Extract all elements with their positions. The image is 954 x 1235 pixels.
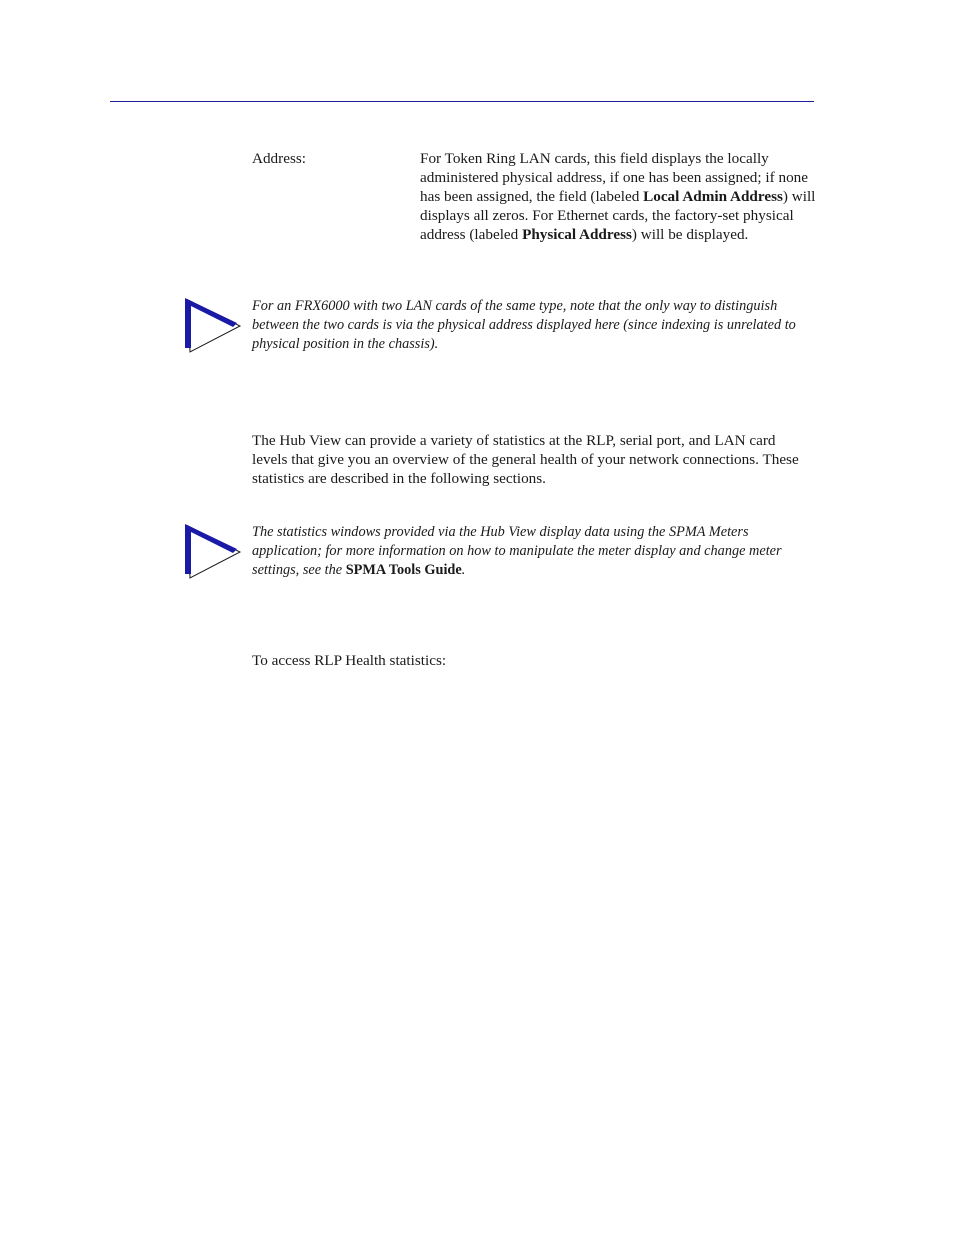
field-label-address: Address: <box>252 150 306 167</box>
note-arrow-icon <box>182 296 244 354</box>
field-desc-part-3: ) will be displayed. <box>631 226 749 243</box>
note-2-part-1: The statistics windows provided via the Hub View display data using the SPMA Meters application; for more information on how to manipulate the meter display and change meter settings, see the <box>252 524 782 578</box>
field-desc-bold-local-admin: Local Admin Address <box>643 188 783 205</box>
field-desc-bold-physical: Physical Address <box>522 226 632 243</box>
note-arrow-icon <box>182 522 244 580</box>
note-2-part-2: . <box>461 562 466 578</box>
field-description-address <box>420 149 816 244</box>
note-text-statistics <box>252 523 814 580</box>
field-desc-part-1: For Token Ring LAN cards, this field displays the locally administered physical address, if one has been assigned; if none has been assigned, the field (labeled <box>420 150 809 205</box>
access-instruction: To access RLP Health statistics: <box>252 652 447 669</box>
note-text-frx6000: For an FRX6000 with two LAN cards of the same type, note that the only way to distinguish between the two cards is via the physical address displayed here (since indexing is unrelated to physical position in the chassis). <box>252 298 796 352</box>
note-2-bold-guide: SPMA Tools Guide <box>345 562 462 578</box>
header-rule <box>110 101 814 102</box>
field-desc-part-2: ) will displays all zeros. For Ethernet cards, the factory-set physical address (labeled <box>420 188 816 243</box>
intro-paragraph: The Hub View can provide a variety of statistics at the RLP, serial port, and LAN card levels that give you an overview of the general health of your network connections. These statistics are described in the following sections. <box>252 432 799 487</box>
